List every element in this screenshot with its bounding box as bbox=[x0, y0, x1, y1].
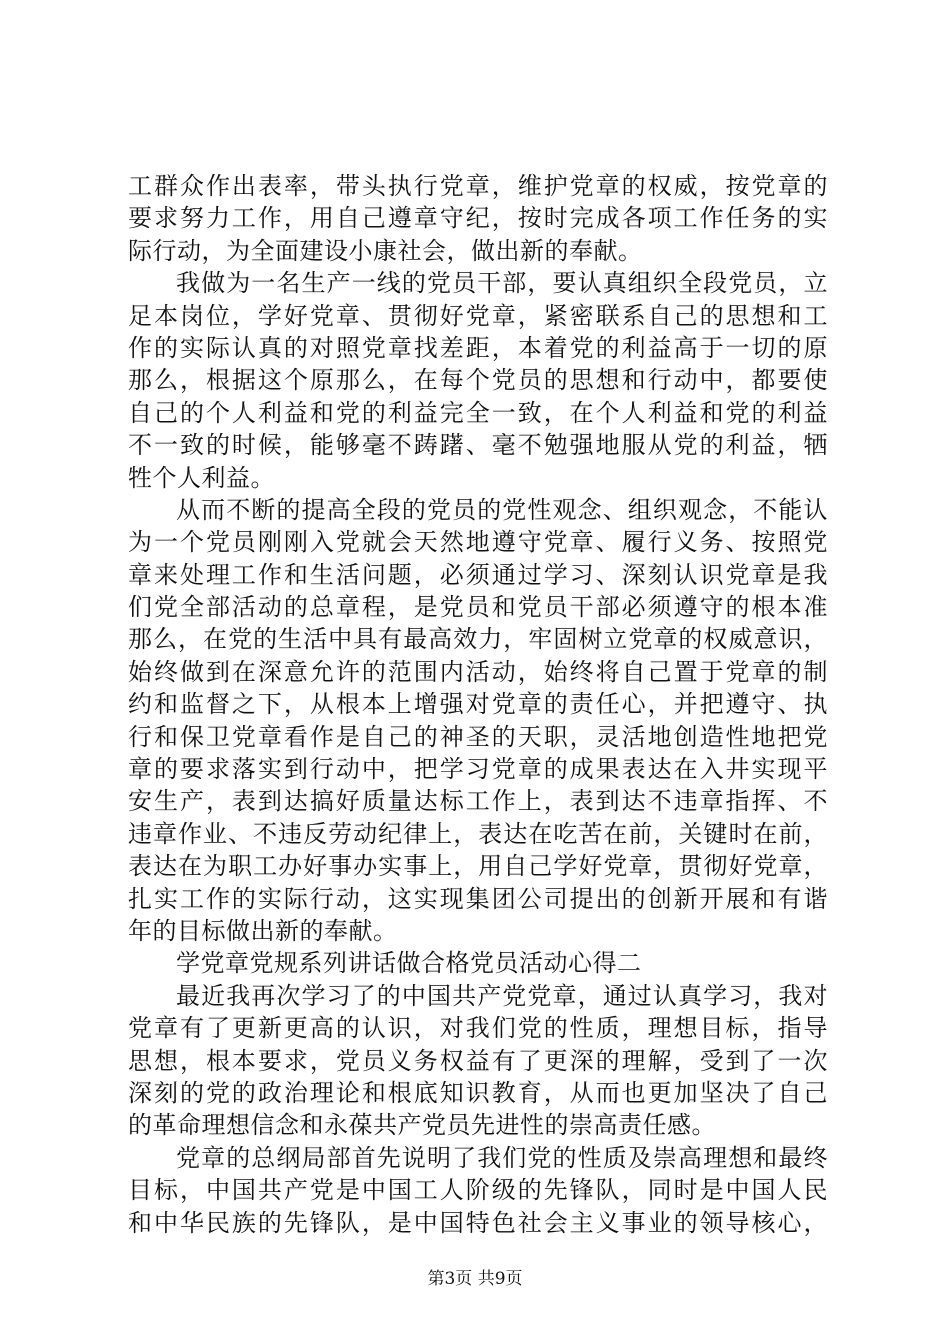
text-line: 行和保卫党章看作是自己的神圣的天职，灵活地创造性地把党 bbox=[128, 722, 828, 751]
text-line: 工群众作出表率，带头执行党章，维护党章的权威，按党章的 bbox=[128, 172, 828, 200]
body-text bbox=[128, 170, 828, 1239]
text-line: 目标，中国共产党是中国工人阶级的先锋队，同时是中国人民 bbox=[128, 1176, 828, 1205]
text-line: 那么，根据这个原那么，在每个党员的思想和行动中，都要使 bbox=[128, 366, 828, 395]
text-line: 足本岗位，学好党章、贯彻好党章，紧密联系自己的思想和工 bbox=[128, 301, 828, 330]
text-line: 深刻的党的政治理论和根底知识教育，从而也更加坚决了自己 bbox=[128, 1078, 828, 1107]
text-line: 不一致的时候，能够毫不踌躇、毫不勉强地服从党的利益，牺 bbox=[128, 431, 828, 460]
text-line: 安生产，表到达搞好质量达标工作上，表到达不违章指挥、不 bbox=[128, 787, 828, 816]
text-line: 作的实际认真的对照党章找差距，本着党的利益高于一切的原 bbox=[128, 333, 828, 362]
text-line: 要求努力工作，用自己遵章守纪，按时完成各项工作任务的实 bbox=[128, 204, 828, 233]
paragraph-first-line: 党章的总纲局部首先说明了我们党的性质及崇高理想和最终 bbox=[176, 1143, 828, 1172]
paragraph-first-line: 从而不断的提高全段的党员的党性观念、组织观念，不能认 bbox=[176, 495, 828, 524]
text-line: 违章作业、不违反劳动纪律上，表达在吃苦在前，关键时在前， bbox=[128, 819, 828, 848]
text-line: 年的目标做出新的奉献。 bbox=[128, 916, 398, 945]
section-heading: 学党章党规系列讲话做合格党员活动心得二 bbox=[176, 949, 642, 978]
text-line: 章的要求落实到行动中，把学习党章的成果表达在入井实现平 bbox=[128, 755, 828, 784]
text-line: 为一个党员刚刚入党就会天然地遵守党章、履行义务、按照党 bbox=[128, 528, 828, 557]
text-line: 扎实工作的实际行动，这实现集团公司提出的创新开展和有谐 bbox=[128, 884, 828, 913]
page-number-footer: 第3页 共9页 bbox=[427, 1269, 523, 1289]
text-line: 那么，在党的生活中具有最高效力，牢固树立党章的权威意识， bbox=[128, 625, 828, 654]
text-line: 际行动，为全面建设小康社会，做出新的奉献。 bbox=[128, 236, 643, 265]
paragraph-first-line: 最近我再次学习了的中国共产党党章，通过认真学习，我对 bbox=[176, 981, 828, 1010]
paragraph-first-line: 我做为一名生产一线的党员干部，要认真组织全段党员，立 bbox=[176, 269, 828, 298]
text-line: 思想，根本要求，党员义务权益有了更深的理解，受到了一次 bbox=[128, 1046, 828, 1075]
text-line: 牲个人利益。 bbox=[128, 463, 275, 492]
text-line: 和中华民族的先锋队，是中国特色社会主义事业的领导核心， bbox=[128, 1208, 828, 1237]
text-line: 章来处理工作和生活问题，必须通过学习、深刻认识党章是我 bbox=[128, 560, 828, 589]
text-line: 们党全部活动的总章程，是党员和党员干部必须遵守的根本准 bbox=[128, 593, 828, 622]
text-line: 自己的个人利益和党的利益完全一致，在个人利益和党的利益 bbox=[128, 398, 828, 427]
text-line: 表达在为职工办好事办实事上，用自己学好党章，贯彻好党章， bbox=[128, 852, 828, 881]
text-line: 的革命理想信念和永葆共产党员先进性的崇高责任感。 bbox=[128, 1111, 716, 1140]
text-line: 始终做到在深意允许的范围内活动，始终将自己置于党章的制 bbox=[128, 657, 828, 686]
text-line: 约和监督之下，从根本上增强对党章的责任心，并把遵守、执 bbox=[128, 690, 828, 719]
text-line: 党章有了更新更高的认识，对我们党的性质，理想目标，指导 bbox=[128, 1014, 828, 1043]
